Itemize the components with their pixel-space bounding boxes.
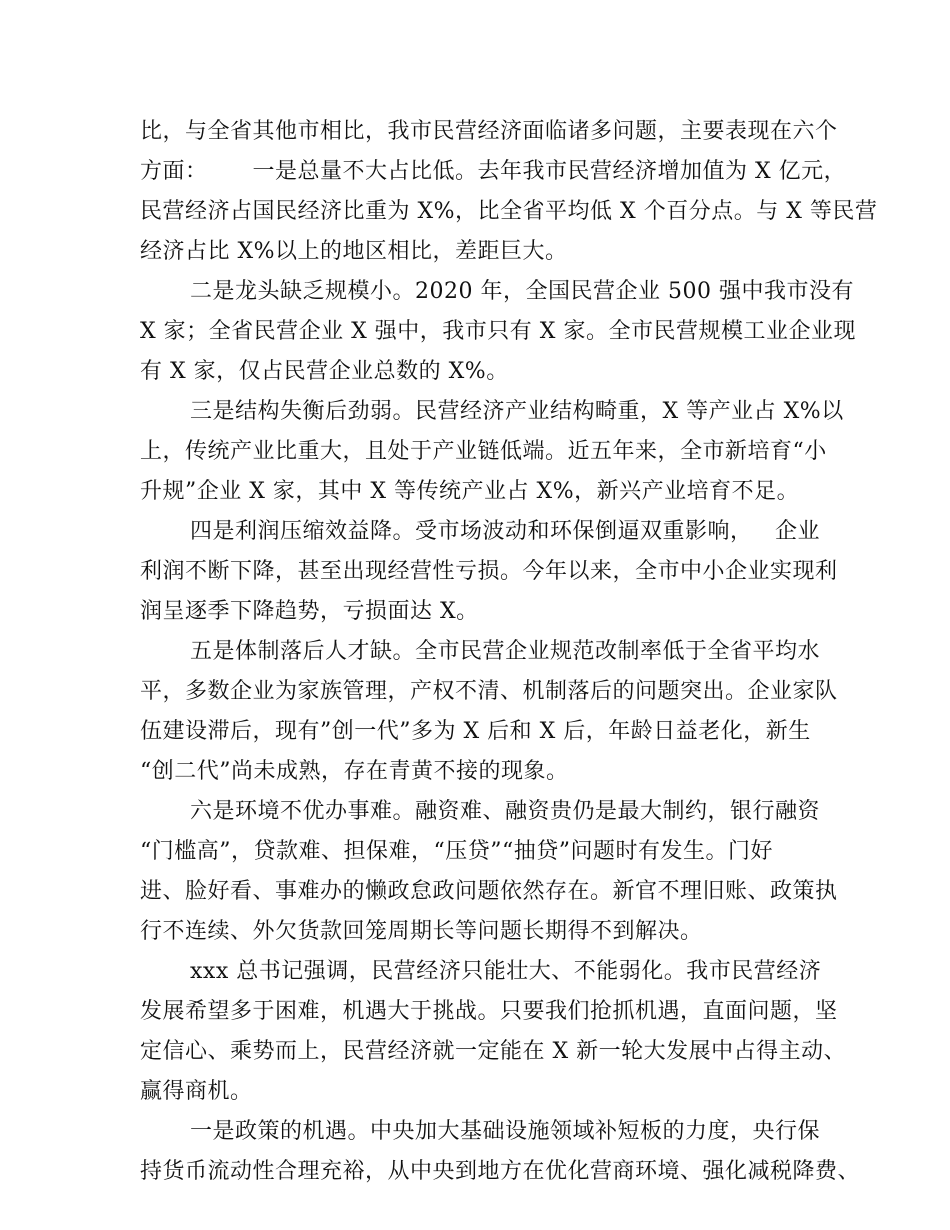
text-line: 上，传统产业比重大，且处于产业链低端。近五年来，全市新培育“小 bbox=[140, 439, 827, 464]
text-line: “创二代”尚未成熟，存在青黄不接的现象。 bbox=[140, 759, 569, 784]
text-line: 比，与全省其他市相比，我市民营经济面临诸多问题，主要表现在六个 bbox=[140, 119, 838, 144]
text-line: 利润不断下降，甚至出现经营性亏损。今年以来，全市中小企业实现利 bbox=[140, 559, 838, 584]
text-line: 润呈逐季下降趋势，亏损面达 X。 bbox=[140, 599, 479, 624]
paragraph-start-line: 六是环境不优办事难。融资难、融资贵仍是最大制约，银行融资 bbox=[190, 799, 821, 824]
text-line: 升规”企业 X 家，其中 X 等传统产业占 X%，新兴产业培育不足。 bbox=[140, 479, 800, 504]
paragraph-start-line: 五是体制落后人才缺。全市民营企业规范改制率低于全省平均水 bbox=[190, 639, 821, 664]
paragraph-start-line: 一是政策的机遇。中央加大基础设施领域补短板的力度，央行保 bbox=[190, 1119, 821, 1144]
text-line: 持货币流动性合理充裕，从中央到地方在优化营商环境、强化减税降费、 bbox=[140, 1159, 861, 1184]
paragraph-start-line: 三是结构失衡后劲弱。民营经济产业结构畸重，X 等产业占 X%以 bbox=[190, 399, 844, 424]
text-line: 伍建设滞后，现有”创一代”多为 X 后和 X 后，年龄日益老化，新生 bbox=[140, 719, 811, 744]
text-line: 行不连续、外欠货款回笼周期长等问题长期得不到解决。 bbox=[140, 919, 703, 944]
paragraph-start-line: 二是龙头缺乏规模小。2020 年，全国民营企业 500 强中我市没有 bbox=[190, 279, 854, 304]
text-line: 平，多数企业为家族管理，产权不清、机制落后的问题突出。企业家队 bbox=[140, 679, 838, 704]
text-line: 定信心、乘势而上，民营经济就一定能在 X 新一轮大发展中占得主动、 bbox=[140, 1039, 847, 1064]
text-line: 进、脸好看、事难办的懒政怠政问题依然存在。新官不理旧账、政策执 bbox=[140, 879, 838, 904]
text-line: 发展希望多于困难，机遇大于挑战。只要我们抢抓机遇，直面问题，坚 bbox=[140, 999, 838, 1024]
paragraph-start-line: 四是利润压缩效益降。受市场波动和环保倒逼双重影响， 企业 bbox=[190, 519, 820, 544]
text-line: 经济占比 X%以上的地区相比，差距巨大。 bbox=[140, 239, 568, 264]
text-line: 赢得商机。 bbox=[140, 1079, 253, 1104]
text-line: X 家；全省民营企业 X 强中，我市只有 X 家。全市民营规模工业企业现 bbox=[140, 319, 856, 344]
text-line: 方面： 一是总量不大占比低。去年我市民营经济增加值为 X 亿元， bbox=[140, 159, 847, 184]
text-line: 民营经济占国民经济比重为 X%，比全省平均低 X 个百分点。与 X 等民营 bbox=[140, 199, 878, 224]
paragraph-start-line: xxx 总书记强调，民营经济只能壮大、不能弱化。我市民营经济 bbox=[190, 959, 822, 984]
text-line: “门槛高”，贷款难、担保难，“压贷”“抽贷”问题时有发生。门好 bbox=[140, 839, 773, 864]
text-line: 有 X 家，仅占民营企业总数的 X%。 bbox=[140, 359, 509, 384]
